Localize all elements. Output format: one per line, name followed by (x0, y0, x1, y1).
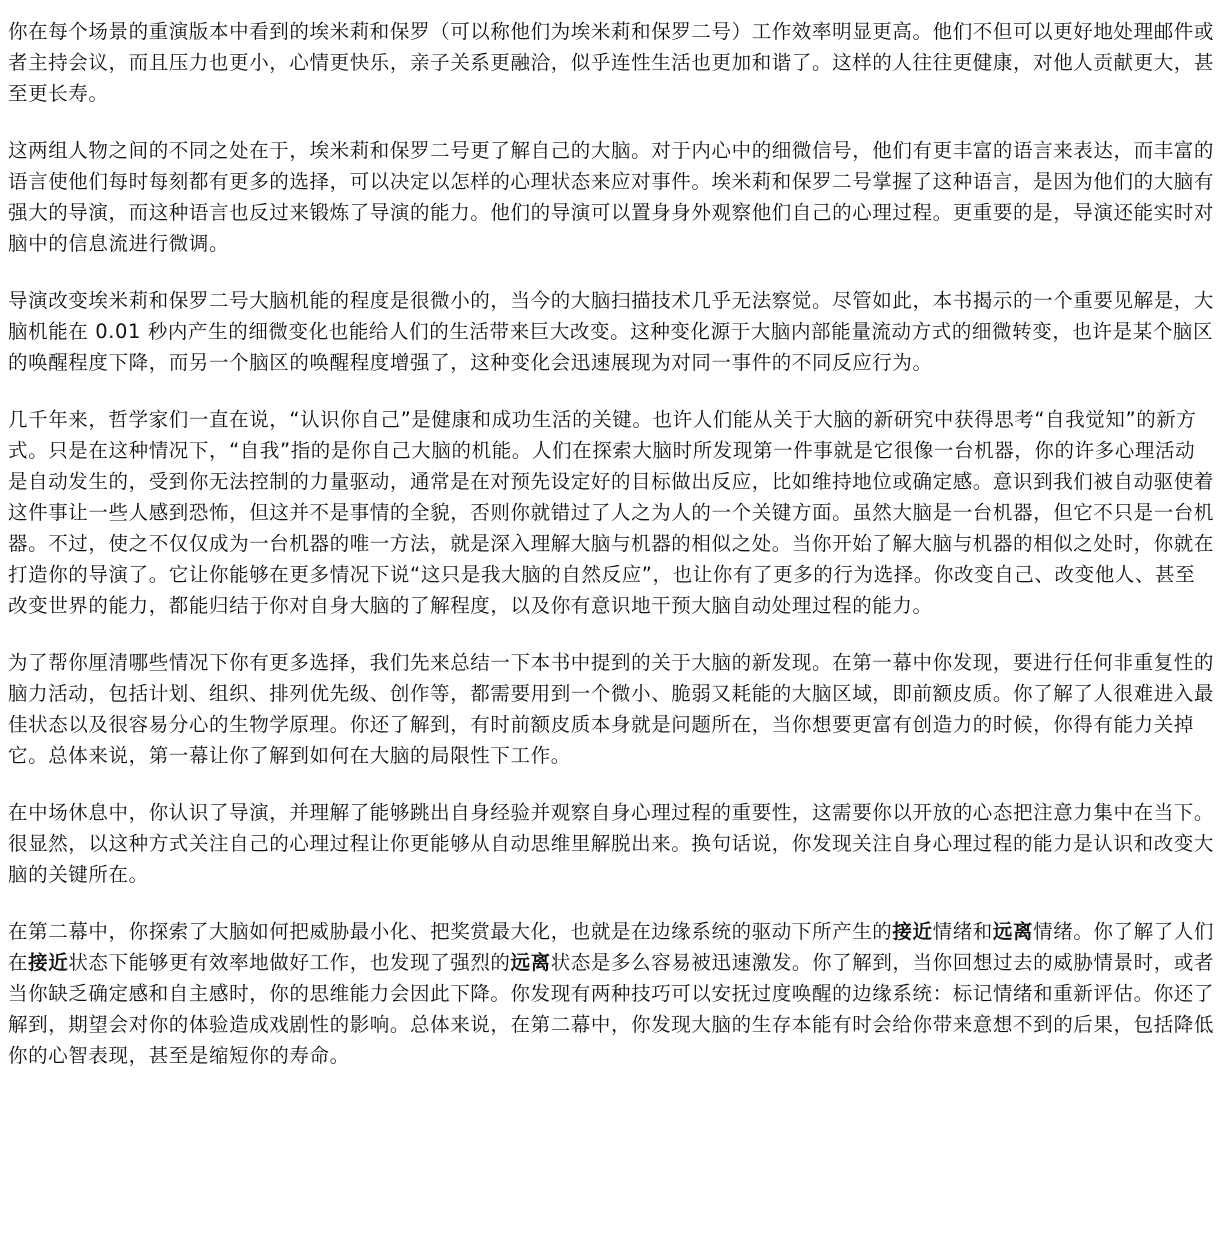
bold-term-avoid: 远离 (992, 920, 1034, 943)
paragraph-5 (8, 647, 1215, 771)
paragraph-text: 在中场休息中，你认识了导演，并理解了能够跳出自身经验并观察自身心理过程的重要性，这需要你以开放的心态把注意力集中在当下。很显然，以这种方式关注自己的心理过程让你更能够从自动思维里解脱出来。换句话说，你发现关注自身心理过程的能力是认识和改变大脑的关键所在。 (8, 801, 1215, 886)
paragraph-4 (8, 404, 1215, 621)
paragraph-2 (8, 135, 1215, 259)
paragraph-1 (8, 16, 1215, 109)
paragraph-text: 导演改变埃米莉和保罗二号大脑机能的程度是很微小的，当今的大脑扫描技术几乎无法察觉。尽管如此，本书揭示的一个重要见解是，大脑机能在 0.01 秒内产生的细微变化也能给人们的生活带来巨大改变。这种变化源于大脑内部能量流动方式的细微转变，也许是某个脑区的唤醒程度下降，而另一个脑区的唤醒程度增强了，这种变化会迅速展现为对同一事件的不同反应行为。 (8, 289, 1215, 374)
paragraph-7 (8, 916, 1215, 1071)
paragraph-text: 情绪。你了解了人们在 (8, 920, 1215, 974)
bold-term-avoid: 远离 (510, 951, 551, 974)
paragraph-text: 状态是多么容易被迅速激发。你了解到，当你回想过去的威胁情景时，或者当你缺乏确定感和自主感时，你的思维能力会因此下降。你发现有两种技巧可以安抚过度唤醒的边缘系统：标记情绪和重新评估。你还了解到，期望会对你的体验造成戏剧性的影响。总体来说，在第二幕中，你发现大脑的生存本能有时会给你带来意想不到的后果，包括降低你的心智表现，甚至是缩短你的寿命。 (8, 951, 1215, 1067)
paragraph-text: 几千年来，哲学家们一直在说，“认识你自己”是健康和成功生活的关键。也许人们能从关于大脑的新研究中获得思考“自我觉知”的新方式。只是在这种情况下，“自我”指的是你自己大脑的机能。人们在探索大脑时所发现第一件事就是它很像一台机器，你的许多心理活动是自动发生的，受到你无法控制的力量驱动，通常是在对预先设定好的目标做出反应，比如维持地位或确定感。意识到我们被自动驱使着这件事让一些人感到恐怖，但这并不是事情的全貌，否则你就错过了人之为人的一个关键方面。虽然大脑是一台机器，但它不只是一台机器。不过，使之不仅仅成为一台机器的唯一方法，就是深入理解大脑与机器的相似之处。当你开始了解大脑与机器的相似之处时，你就在打造你的导演了。它让你能够在更多情况下说“这只是我大脑的自然反应”，也让你有了更多的行为选择。你改变自己、改变他人、甚至改变世界的能力，都能归结于你对自身大脑的了解程度，以及你有意识地干预大脑自动处理过程的能力。 (8, 408, 1215, 617)
paragraph-text: 在第二幕中，你探索了大脑如何把威胁最小化、把奖赏最大化，也就是在边缘系统的驱动下所产生的 (8, 920, 893, 943)
paragraph-text: 你在每个场景的重演版本中看到的埃米莉和保罗（可以称他们为埃米莉和保罗二号）工作效率明显更高。他们不但可以更好地处理邮件或者主持会议，而且压力也更小，心情更快乐，亲子关系更融洽，似乎连性生活也更加和谐了。这样的人往往更健康，对他人贡献更大，甚至更长寿。 (8, 20, 1215, 105)
paragraph-text: 情绪和 (932, 920, 993, 943)
paragraph-text: 为了帮你厘清哪些情况下你有更多选择，我们先来总结一下本书中提到的关于大脑的新发现。在第一幕中你发现，要进行任何非重复性的脑力活动，包括计划、组织、排列优先级、创作等，都需要用到一个微小、脆弱又耗能的大脑区域，即前额皮质。你了解了人很难进入最佳状态以及很容易分心的生物学原理。你还了解到，有时前额皮质本身就是问题所在，当你想要更富有创造力的时候，你得有能力关掉它。总体来说，第一幕让你了解到如何在大脑的局限性下工作。 (8, 651, 1215, 767)
bold-term-approach: 接近 (892, 920, 933, 943)
paragraph-6 (8, 797, 1215, 890)
paragraph-3 (8, 285, 1215, 378)
paragraph-text: 这两组人物之间的不同之处在于，埃米莉和保罗二号更了解自己的大脑。对于内心中的细微信号，他们有更丰富的语言来表达，而丰富的语言使他们每时每刻都有更多的选择，可以决定以怎样的心理状态来应对事件。埃米莉和保罗二号掌握了这种语言，是因为他们的大脑有强大的导演，而这种语言也反过来锻炼了导演的能力。他们的导演可以置身身外观察他们自己的心理过程。更重要的是，导演还能实时对脑中的信息流进行微调。 (8, 139, 1215, 255)
bold-term-approach: 接近 (28, 951, 69, 974)
paragraph-text: 状态下能够更有效率地做好工作，也发现了强烈的 (68, 951, 511, 974)
